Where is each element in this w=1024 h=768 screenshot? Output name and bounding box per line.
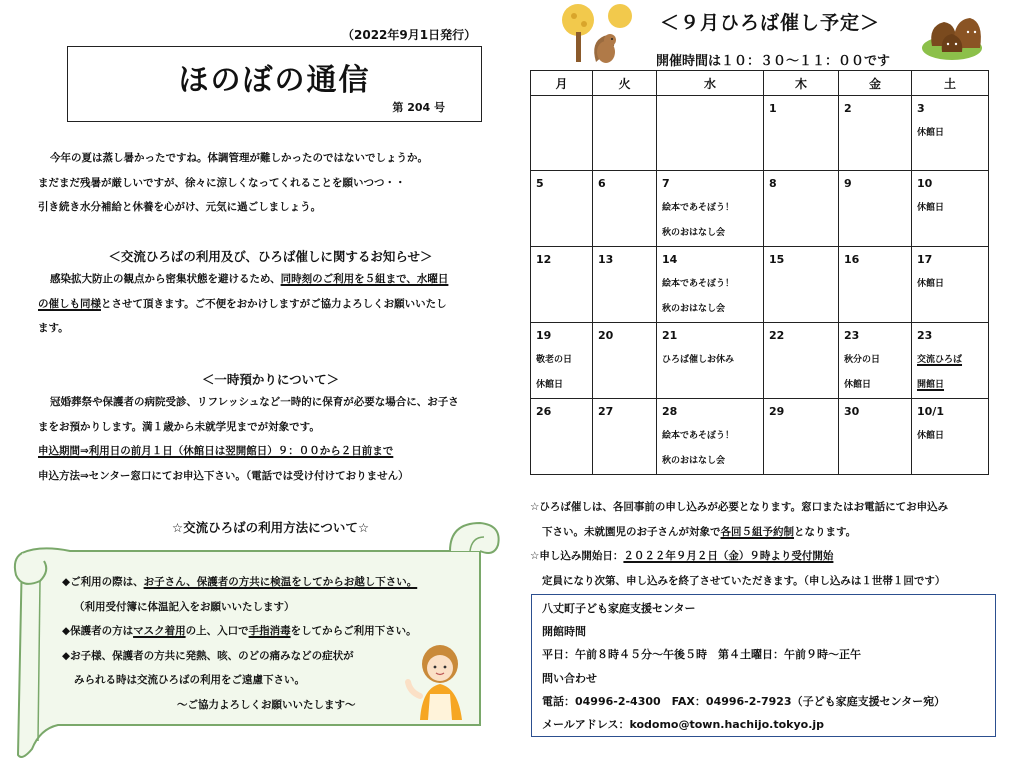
calendar-day-number: 1: [769, 102, 777, 115]
greeting-line: 今年の夏は蒸し暑かったですね。体調管理が難しかったのではないでしょうか。: [50, 152, 428, 164]
calendar-day-number: 23: [917, 328, 933, 342]
newsletter-title: ほのぼの通信: [178, 63, 371, 98]
greeting-line: 引き続き水分補給と休養を心がけ、元気に過ごしましょう。: [38, 201, 322, 213]
note-line: [530, 544, 1000, 569]
calendar-day-number: 22: [769, 328, 785, 342]
contact-hours-label: 開館時間: [542, 625, 586, 639]
calendar-day-number: [662, 102, 759, 121]
rule-text: ◆保護者の方は: [62, 625, 134, 638]
calendar-day-number: 6: [598, 176, 606, 190]
plaza-notice-paragraph: [38, 267, 503, 341]
calendar-day-number: 10/1: [917, 404, 944, 418]
calendar-day-cell: [593, 322, 657, 398]
calendar-event: 秋のおはなし会: [662, 455, 726, 466]
contact-inquiry-label: 問い合わせ: [542, 671, 597, 685]
calendar-day-cell: [839, 322, 912, 398]
calendar-day-cell: [839, 170, 912, 246]
rule-mask: マスク着用: [133, 625, 186, 638]
calendar-event: ひろば催しお休み: [662, 354, 735, 365]
calendar-day-cell: [531, 246, 593, 322]
contact-info-box: [531, 594, 996, 737]
rule-text: の上、入口で: [185, 625, 249, 638]
rule-text: ◆ご利用の際は、: [62, 576, 144, 588]
rule-line: みられる時は交流ひろばの利用をご遠慮下さい。: [74, 674, 305, 687]
weekday-header: 土: [912, 71, 989, 96]
contact-org: 八丈町子ども家庭支援センター: [542, 602, 696, 615]
calendar-event: 交流ひろば: [917, 354, 963, 365]
calendar-day-number: 14: [662, 252, 678, 266]
greeting-paragraph: [38, 146, 503, 220]
weekday-header: 水: [657, 71, 764, 96]
calendar-event: 絵本であそぼう！: [662, 430, 735, 441]
september-schedule-calendar: [530, 70, 989, 475]
calendar-day-number: 27: [598, 404, 614, 418]
calendar-day-number: 23: [844, 328, 860, 342]
calendar-week-row: [531, 322, 989, 398]
rule-line: [62, 570, 482, 595]
childcare-line: [38, 439, 503, 464]
childcare-line: 申込方法⇒センター窓口にてお申込下さい。（電話では受け付けておりません）: [38, 469, 409, 482]
plaza-notice-same: の催しも同様: [38, 297, 101, 310]
calendar-day-number: 28: [662, 404, 678, 418]
childcare-period: 申込期間⇒利用日の前月１日（休館日は翌開館日）９：００から２日前まで: [38, 445, 394, 457]
rule-line: ◆お子様、保護者の方共に発熱、咳、のどの痛みなどの症状が: [62, 649, 354, 662]
calendar-day-cell: [593, 246, 657, 322]
plaza-notice-text: とさせて頂きます。ご不便をおかけしますがご協力よろしくお願いいたし: [101, 297, 447, 310]
weekday-header: 木: [764, 71, 839, 96]
calendar-day-cell: [657, 246, 764, 322]
calendar-day-cell: [764, 170, 839, 246]
calendar-week-row: [531, 246, 989, 322]
calendar-day-cell: [912, 96, 989, 171]
calendar-day-number: 19: [536, 328, 552, 342]
note-line: 定員になり次第、申し込みを終了させていただきます。（申し込みは１世帯１回です）: [542, 574, 946, 587]
calendar-day-cell: [839, 96, 912, 171]
note-text: ☆申し込み開始日：: [530, 550, 624, 562]
rule-text: をしてからご利用下さい。: [290, 625, 417, 638]
note-start-date: ２０２２年９月２日（金）９時より受付開始: [623, 550, 834, 562]
rule-line: （利用受付簿に体温記入をお願いいたします）: [74, 600, 295, 613]
plaza-notice-line: [38, 292, 503, 317]
calendar-day-number: 5: [536, 176, 544, 190]
calendar-day-cell: [593, 170, 657, 246]
note-text: 下さい。未就園児のお子さんが対象で: [542, 525, 721, 538]
calendar-event: 休館日: [917, 128, 945, 138]
calendar-day-cell: [657, 170, 764, 246]
childcare-paragraph: [38, 390, 503, 488]
childcare-line: 冠婚葬祭や保護者の病院受診、リフレッシュなど一時的に保育が必要な場合に、お子さ: [50, 396, 459, 408]
note-line: ☆ひろば催しは、各回事前の申し込みが必要となります。窓口またはお電話にてお申込み: [530, 501, 949, 513]
calendar-day-cell: [531, 96, 593, 171]
calendar-day-cell: [912, 246, 989, 322]
plaza-notice-line: ます。: [38, 322, 69, 334]
calendar-event: 開館日: [917, 379, 945, 390]
contact-email: メールアドレス：kodomo@town.hachijo.tokyo.jp: [542, 718, 825, 732]
calendar-day-cell: [764, 96, 839, 171]
squirrel-autumn-tree-illustration: [556, 2, 638, 68]
calendar-day-number: 15: [769, 252, 785, 266]
calendar-event: 休館日: [536, 379, 564, 390]
plaza-notice-text: 感染拡大防止の観点から密集状態を避けるため、: [50, 273, 281, 285]
calendar-day-cell: [912, 322, 989, 398]
plaza-notice-limit: 同時刻のご利用を５組まで、水曜日: [280, 273, 449, 285]
calendar-day-number: 12: [536, 252, 552, 266]
calendar-day-cell: [657, 96, 764, 171]
calendar-day-cell: [531, 398, 593, 474]
calendar-week-row: [531, 398, 989, 474]
schedule-hours: 開催時間は１０：３０～１１：００です: [656, 54, 891, 69]
greeting-line: まだまだ残暑が厳しいですが、徐々に涼しくなってくれることを願いつつ・・: [38, 176, 406, 189]
plaza-notice-line: [38, 267, 503, 292]
calendar-header-row: [531, 71, 989, 96]
calendar-event: 絵本であそぼう！: [662, 202, 735, 213]
rule-closing: ～ご協力よろしくお願いいたします～: [177, 698, 356, 711]
weekday-header: 金: [839, 71, 912, 96]
calendar-day-cell: [593, 398, 657, 474]
note-reservation: 各回５組予約制: [720, 525, 794, 538]
contact-phone: 電話：04996-2-4300 FAX：04996-2-7923（子ども家庭支援センター宛）: [542, 694, 946, 708]
calendar-day-cell: [912, 170, 989, 246]
calendar-day-cell: [764, 322, 839, 398]
calendar-day-number: [536, 102, 588, 121]
calendar-event: 休館日: [917, 430, 945, 441]
newsletter-title-box: [67, 46, 482, 122]
calendar-event: 休館日: [917, 278, 945, 289]
calendar-day-number: 17: [917, 252, 933, 266]
plaza-notice-heading: ＜交流ひろばの利用及び、ひろば催しに関するお知らせ＞: [108, 249, 433, 264]
calendar-day-number: 20: [598, 328, 614, 342]
calendar-day-number: 21: [662, 328, 678, 342]
calendar-day-number: [598, 102, 652, 121]
calendar-week-row: [531, 170, 989, 246]
calendar-day-cell: [764, 398, 839, 474]
schedule-title: ＜９月ひろば催し予定＞: [660, 12, 881, 34]
calendar-day-number: 30: [844, 404, 860, 418]
rule-sanitize: 手指消毒: [248, 625, 291, 638]
calendar-event: 絵本であそぼう！: [662, 278, 735, 289]
weekday-header: 月: [531, 71, 593, 96]
rule-line: [62, 619, 482, 644]
calendar-day-cell: [912, 398, 989, 474]
childcare-heading: ＜一時預かりについて＞: [201, 372, 340, 387]
calendar-day-number: 10: [917, 176, 933, 190]
calendar-event: 休館日: [917, 202, 945, 213]
contact-hours: 平日：午前８時４５分～午後５時 第４土曜日：午前９時～正午: [542, 648, 861, 662]
calendar-day-cell: [764, 246, 839, 322]
calendar-day-number: 26: [536, 404, 552, 418]
rule-temperature: お子さん、保護者の方共に検温をしてからお越し下さい。: [143, 576, 418, 588]
staff-woman-illustration: [402, 642, 474, 720]
calendar-day-number: 29: [769, 404, 785, 418]
childcare-line: まをお預かりします。満１歳から未就学児までが対象です。: [38, 420, 320, 433]
calendar-day-number: 7: [662, 176, 670, 190]
chestnut-illustration: [918, 6, 992, 66]
calendar-day-number: 9: [844, 176, 852, 190]
note-line: [530, 520, 1000, 545]
calendar-day-number: 2: [844, 102, 852, 115]
schedule-notes: [530, 495, 1000, 593]
calendar-day-cell: [657, 322, 764, 398]
calendar-day-cell: [839, 398, 912, 474]
calendar-event: 秋分の日: [844, 354, 881, 365]
calendar-event: 休館日: [844, 379, 872, 390]
calendar-day-number: 3: [917, 102, 925, 115]
issue-number: 第 204 号: [392, 101, 445, 114]
calendar-day-cell: [531, 170, 593, 246]
calendar-day-cell: [531, 322, 593, 398]
calendar-day-number: 16: [844, 252, 860, 266]
calendar-day-cell: [839, 246, 912, 322]
weekday-header: 火: [593, 71, 657, 96]
calendar-day-number: 8: [769, 176, 777, 190]
usage-rules-heading: ☆交流ひろばの利用方法について☆: [171, 520, 370, 535]
calendar-event: 秋のおはなし会: [662, 303, 726, 314]
issue-date: （2022年9月1日発行）: [342, 28, 477, 42]
calendar-day-cell: [593, 96, 657, 171]
calendar-event: 敬老の日: [536, 354, 573, 365]
calendar-event: 秋のおはなし会: [662, 227, 726, 238]
calendar-week-row: [531, 96, 989, 171]
calendar-day-number: 13: [598, 252, 614, 266]
calendar-day-cell: [657, 398, 764, 474]
note-text: となります。: [794, 525, 857, 538]
